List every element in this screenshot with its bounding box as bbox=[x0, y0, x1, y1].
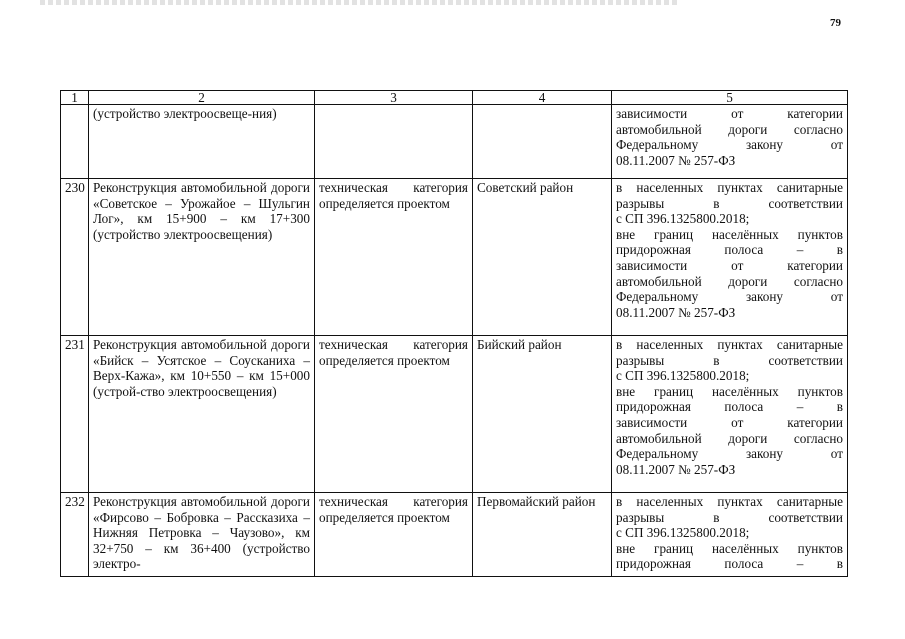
cell-category: техническая категория определяется проектом bbox=[315, 336, 473, 493]
zone-line: зависимости от категории bbox=[616, 414, 843, 430]
cell-object-name: Реконструкция автомобильной дороги «Советское – Урожайое – Шульгин Лог», км 15+900 – км 17+300 (устройство электроосвещения) bbox=[89, 179, 315, 336]
cell-category: техническая категория определяется проектом bbox=[315, 179, 473, 336]
header-col-3: 3 bbox=[315, 91, 473, 105]
cell-district: Бийский район bbox=[473, 336, 612, 493]
zone-line: автомобильной дороги согласно bbox=[616, 121, 843, 137]
cell-object-name bbox=[89, 493, 315, 577]
zone-line: в населенных пунктах санитарные bbox=[616, 494, 843, 509]
zone-line: Федеральному закону от bbox=[616, 289, 843, 305]
table-row bbox=[61, 493, 848, 577]
document-table bbox=[60, 90, 848, 577]
cell-zone bbox=[612, 179, 848, 336]
cell-object-name-text: Реконструкция автомобильной дороги «Фирсово – Бобровка – Рассказиха – Нижняя Петровка – Чаузово», км 32+750 – км 36+400 (устройство электро- bbox=[93, 494, 310, 572]
cell-object-name: (устройство электроосвеще-ния) bbox=[89, 105, 315, 179]
zone-line: автомобильной дороги согласно bbox=[616, 430, 843, 446]
cell-zone bbox=[612, 105, 848, 179]
zone-line: в населенных пунктах санитарные bbox=[616, 337, 843, 352]
zone-line: 08.11.2007 № 257-ФЗ bbox=[616, 461, 736, 477]
zone-line: автомобильной дороги согласно bbox=[616, 273, 843, 289]
cell-district: Первомайский район bbox=[473, 493, 612, 577]
header-col-5: 5 bbox=[612, 91, 848, 105]
zone-line: Федеральному закону от bbox=[616, 137, 843, 153]
zone-line: 08.11.2007 № 257-ФЗ bbox=[616, 304, 736, 320]
table-row bbox=[61, 179, 848, 336]
zone-line: придорожная полоса – в bbox=[616, 556, 843, 572]
zone-line: вне границ населённых пунктов bbox=[616, 226, 843, 242]
scan-artifact-top bbox=[40, 0, 680, 5]
zone-line: вне границ населённых пунктов bbox=[616, 540, 843, 556]
zone-line: с СП 396.1325800.2018; bbox=[616, 211, 750, 227]
header-col-4: 4 bbox=[473, 91, 612, 105]
cell-zone bbox=[612, 493, 848, 577]
cell-district bbox=[473, 105, 612, 179]
zone-line: зависимости от категории bbox=[616, 257, 843, 273]
zone-line: Федеральному закону от bbox=[616, 446, 843, 462]
zone-line: разрывы в соответствии bbox=[616, 509, 843, 525]
zone-line: с СП 396.1325800.2018; bbox=[616, 368, 750, 384]
zone-line: разрывы в соответствии bbox=[616, 352, 843, 368]
page-number: 79 bbox=[830, 17, 841, 29]
zone-line: зависимости от категории bbox=[616, 106, 843, 121]
zone-line: в населенных пунктах санитарные bbox=[616, 180, 843, 195]
zone-line: вне границ населённых пунктов bbox=[616, 383, 843, 399]
cell-num: 231 bbox=[61, 336, 89, 493]
zone-line: придорожная полоса – в bbox=[616, 399, 843, 415]
zone-line: 08.11.2007 № 257-ФЗ bbox=[616, 152, 736, 168]
cell-num bbox=[61, 105, 89, 179]
table-row bbox=[61, 336, 848, 493]
cell-num: 232 bbox=[61, 493, 89, 577]
cell-district: Советский район bbox=[473, 179, 612, 336]
zone-line: придорожная полоса – в bbox=[616, 242, 843, 258]
cell-zone bbox=[612, 336, 848, 493]
zone-line: с СП 396.1325800.2018; bbox=[616, 525, 750, 541]
cell-object-name: Реконструкция автомобильной дороги «Бийск – Усятское – Соусканиха – Верх-Кажа», км 10+550 – км 15+000 (устрой-ство электроосвещения) bbox=[89, 336, 315, 493]
header-col-1: 1 bbox=[61, 91, 89, 105]
table-row-continued bbox=[61, 105, 848, 179]
table-header-row bbox=[61, 91, 848, 105]
cell-category bbox=[315, 105, 473, 179]
cell-category: техническая категория определяется проектом bbox=[315, 493, 473, 577]
cell-num: 230 bbox=[61, 179, 89, 336]
header-col-2: 2 bbox=[89, 91, 315, 105]
zone-line: разрывы в соответствии bbox=[616, 195, 843, 211]
